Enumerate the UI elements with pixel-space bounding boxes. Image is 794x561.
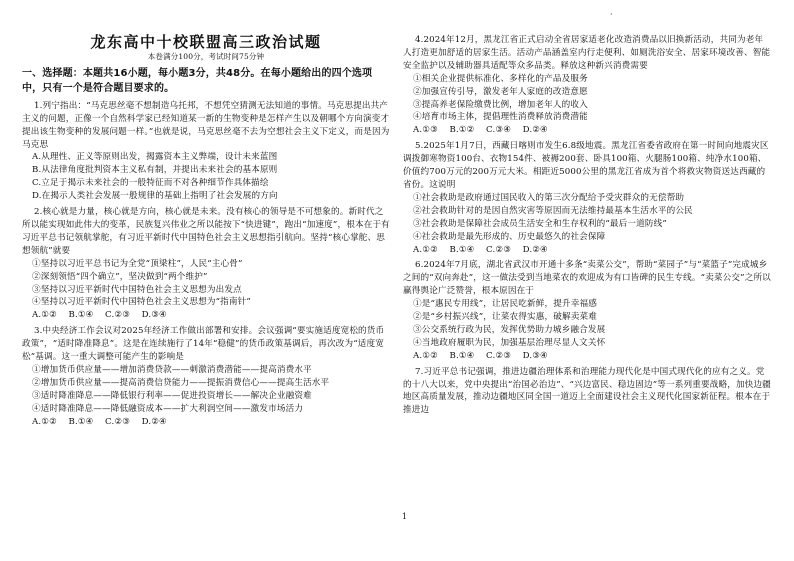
question-option: ④当地政府履职为民，加强基层治理尽显人文关怀 [413, 337, 606, 348]
question-option: ②是“乡村振兴线”，让菜农得实惠，破解卖菜难 [413, 312, 597, 323]
question-stem: 1.列宁指出：“马克思丝毫不想制造乌托邦，不想凭空猜测无法知道的事情。马克思提出共产主义的问题，正像一个自然科学家已经知道某一新的生物变种是怎样产生以及朝哪个方向演变才提出该生物变种的发展问题一样。”也就是说，马克思丝毫不去为空想社会主义下定义，而是因为马克思 [22, 100, 390, 150]
question-option: ④社会救助是最先形成的、历史最悠久的社会保障 [413, 231, 606, 242]
right-column [403, 0, 771, 510]
answer-choices: A.①③ B.①② C.③④ D.②④ [413, 125, 548, 136]
question-stem: 4.2024年12月，黑龙江省正式启动全省居家适老化改造消费品以旧换新活动，共同为老年人打造更加舒适的居家生活。活动产品涵盖室内行走便利、如厕洗浴安全、居家环境改善、智能安全监护以及辅助器具适配等众多品类。释放这种新兴消费需要 [403, 35, 771, 71]
question-option: ③社会救助是保障社会成员生活安全和生存权利的“最后一道防线” [413, 218, 667, 229]
right-question-list [403, 34, 771, 417]
question-option: ④适时降准降息——降低融资成本——扩大利润空间——激发市场活力 [32, 403, 304, 414]
question-option: ③适时降准降息——降低银行利率——促进投资增长——解决企业融资难 [32, 390, 312, 401]
question-option: ②加强宣传引导，激发老年人家庭的改造意愿 [413, 86, 588, 97]
question-option: ①社会救助是政府通过国民收入的第三次分配给予受灾群众的无偿帮助 [413, 192, 685, 203]
question-option: ②增加货币供应量——提高消费信贷能力——提振消费信心——提高生活水平 [32, 377, 330, 388]
question-option: ④培育市场主体，提倡理性消费释放消费潜能 [413, 112, 588, 123]
question-option: ④坚持以习近平新时代中国特色社会主义思想为“指南针” [32, 297, 251, 308]
question-stem: 7.习近平总书记强调，推进边疆治理体系和治理能力现代化是中国式现代化的应有之义。党的十八大以来，党中央提出“治国必治边”、“兴边富民、稳边固边”等一系列重要战略，加快边疆地区高质量发展，推动边疆地区同全国一道迈上全面建设社会主义现代化国家新征程。根本在于推进边 [403, 366, 771, 416]
question-option: ③提高养老保险缴费比例，增加老年人的收入 [413, 99, 588, 110]
question-option: B.从法律角度批判资本主义私有制，并提出未来社会的基本原则 [32, 165, 278, 176]
question-option: ②深刻领悟“四个确立”，坚决做到“两个维护” [32, 271, 208, 282]
top-mark: · [610, 10, 613, 19]
left-column [22, 0, 390, 510]
question-option: C.立足于揭示未来社会的一般特征而不对各种细节作具体描绘 [32, 178, 269, 189]
question-stem: 2.核心就是力量，核心就是方向，核心就是未来。没有核心的领导是不可想象的。新时代之所以能实现如此伟大的变革，民族复兴伟业之所以能按下“快进键”，跑出“加速度”，根本在于有习近平总书记领航掌舵，有习近平新时代中国特色社会主义思想指引航向。坚持“核心掌舵、思想领航”就要 [22, 207, 390, 256]
exam-meta: 本卷满分100分，考试时间75分钟 [147, 51, 265, 61]
question-option: ③公交系统行政为民，发挥优势助力城乡融合发展 [413, 324, 606, 335]
answer-choices: A.①② B.①④ C.②③ D.②④ [413, 244, 548, 255]
answer-choices: A.①② B.①④ C.②③ D.③④ [32, 310, 167, 321]
question-option: ①是“惠民专用线”，让居民吃新鲜，提升幸福感 [413, 299, 597, 310]
page-number: 1 [402, 512, 408, 521]
answer-choices: A.①② B.①④ C.②③ D.③④ [413, 350, 548, 361]
left-question-list [22, 100, 390, 429]
question-option: ①坚持以习近平总书记为全党“顶梁柱”，人民“主心骨” [32, 258, 243, 269]
question-option: ①相关企业提供标准化、多样化的产品及服务 [413, 73, 588, 84]
section-heading: 一、选择题：本题共16小题，每小题3分，共48分。在每小题给出的四个选项中，只有一个是符合题目要求的。 [22, 67, 373, 94]
question-stem: 3.中央经济工作会议对2025年经济工作做出部署和安排。会议强调“要实施适度宽松的货币政策”，“适时降准降息”。这是在连续施行了14年“稳健”的货币政策基调后，再次改为“适度宽松”基调。这一重大调整可能产生的影响是 [22, 326, 385, 363]
question-stem: 5.2025年1月7日，西藏日喀则市发生6.8级地震。黑龙江省委省政府在第一时间向地震灾区调拨御寒物资100台、衣物154件、被褥200套、卧具100箱、火腿肠100箱、纯净水100箱、价值约700万元的200万元大米。相距近5000公里的黑龙江省成为首个将救灾物资送达西藏的省份。这说明 [403, 141, 769, 190]
question-option: ②社会救助针对的是因自然灾害等原因而无法维持最基本生活水平的公民 [413, 205, 693, 216]
question-option: A.从理性、正义等原则出发，揭露资本主义弊端，设计未来蓝图 [32, 152, 278, 163]
exam-title: 龙东高中十校联盟高三政治试题 [90, 33, 322, 51]
question-option: ①增加货币供应量——增加消费贷款——刺激消费潜能——提高消费水平 [32, 364, 312, 375]
question-option: D.在揭示人类社会发展一般规律的基础上指明了社会发展的方向 [32, 191, 278, 202]
question-option: ③坚持以习近平新时代中国特色社会主义思想为出发点 [32, 284, 242, 295]
question-stem: 6.2024年7月底，湖北省武汉市开通十多条“卖菜公交”，帮助“菜园子”与“菜篮子”完成城乡之间的“双向奔赴”，这一做法受到当地菜农的欢迎成为有口皆碑的民生专线。“卖菜公交”之所以赢得舆论广泛赞誉，根本原因在于 [403, 260, 771, 297]
answer-choices: A.①② B.①④ C.②③ D.②④ [32, 416, 167, 427]
